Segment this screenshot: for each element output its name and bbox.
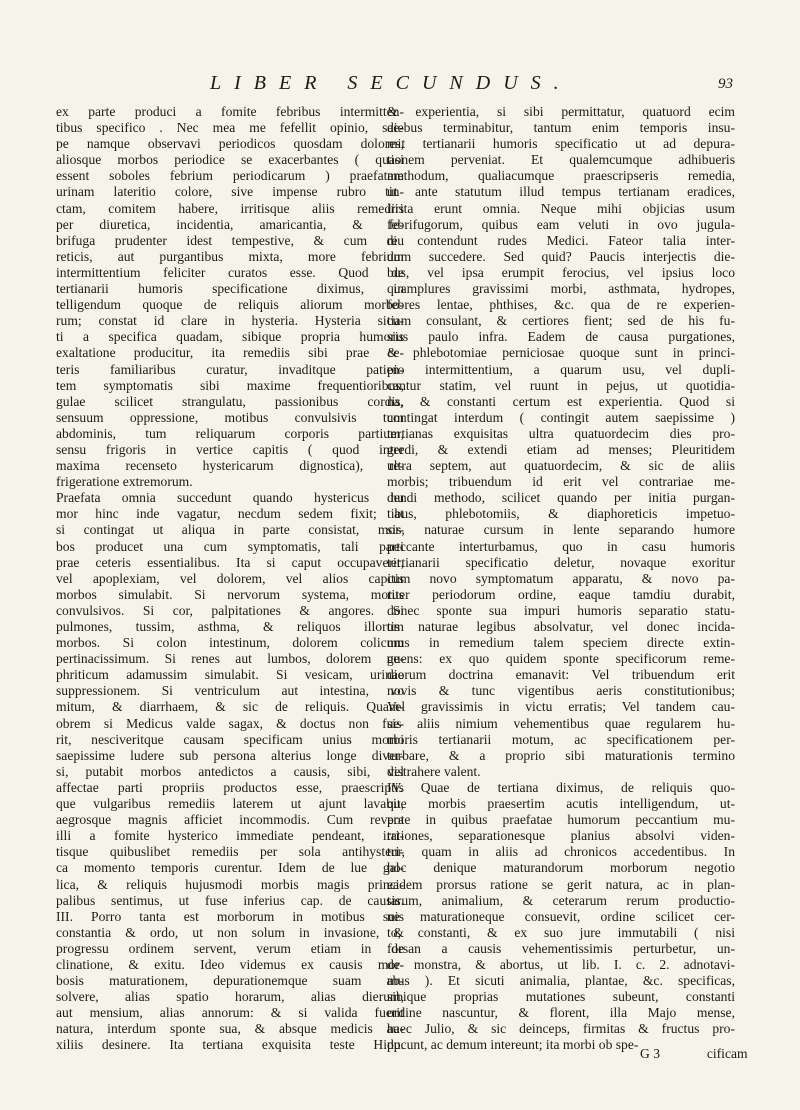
text-line: illi a fomite hysterico immediate pendeant, irri-: [56, 828, 404, 844]
text-line: que vulgaribus remediis laterem ut ajunt lavabit,: [56, 796, 404, 812]
page-number: 93: [718, 76, 733, 92]
text-line: saepissime ludere sub persona alterius longe diver-: [56, 747, 404, 763]
text-line: contingat interdum ( contingit autem saepissime ): [387, 409, 735, 425]
text-line: sis aliis nimium vehementibus quae regularem hu-: [387, 715, 735, 731]
text-line: III. Porro tanta est morborum in motibus suis: [56, 908, 404, 924]
text-line: bus, vel ipsa erumpit ferocius, vel ipsius loco: [387, 264, 735, 280]
text-line: peccante interturbamus, quo in casu humoris: [387, 538, 735, 554]
text-line: dum succedere. Sed quid? Paucis interjectis die-: [387, 248, 735, 264]
text-line: morbos. Si colon intestinum, dolorem colicum: [56, 635, 404, 651]
text-line: tiam consulant, & certiores fient; sed de his fu-: [387, 313, 735, 329]
text-line: xiliis desinere. Ita tertiana exquisita teste Hipp.: [56, 1037, 404, 1053]
text-line: sibique proprias mutationes subeunt, constanti: [387, 989, 735, 1005]
text-line: & phlebotomiae perniciosae quoque sunt in princi-: [387, 345, 735, 361]
text-line: riter periodorum ordine, eaque tamdiu durabit,: [387, 586, 735, 602]
text-line: convulsivos. Si cor, palpitationes & angores. Si: [56, 602, 404, 618]
text-line: aliosque morbos periodice se exacerbantes ( quasi: [56, 152, 404, 168]
text-line: reticis, aut purgantibus mixta, more febrium: [56, 248, 404, 264]
text-line: obrem si Medicus valde sagax, & doctus non fue-: [56, 715, 404, 731]
text-line: lica, & reliquis hujusmodi morbis magis princi-: [56, 876, 404, 892]
text-line: hoc denique maturandorum morborum negotio: [387, 860, 735, 876]
text-line: rum; constat id clare in hysteria. Hysteria sicu-: [56, 313, 404, 329]
text-line: Praefata omnia succedunt quando hystericus hu: [56, 490, 404, 506]
text-line: eadem prorsus ratione se gerit natura, ac in plan-: [387, 876, 735, 892]
text-line: sis, naturae cursum in lente separando humore: [387, 522, 735, 538]
text-line: tibus, phlebotomiis, & diaphoreticis impetuo-: [387, 506, 735, 522]
text-line: si contingat ut aliqua in parte consistat, mor-: [56, 522, 404, 538]
text-line: cum novo symptomatum apparatu, & novo pa-: [387, 570, 735, 586]
right-column: [387, 104, 735, 1054]
text-line: vel apoplexiam, vel dolorem, vel alios capitis: [56, 570, 404, 586]
text-line: aut mensium, alias annorum: & si valida fuerit: [56, 1005, 404, 1021]
text-line: constantia & ordo, ut non solum in invasione, &: [56, 924, 404, 940]
text-line: ti a specifica quadam, sibique propria humoris: [56, 329, 404, 345]
text-line: pulmones, tussim, asthma, & reliquos illorum: [56, 619, 404, 634]
running-head: [0, 72, 800, 102]
text-line: phriticum adamussim simulabit. Si vesicam, urinae: [56, 667, 404, 683]
text-line: per diuretica, incidentia, amaricantia, & fe-: [56, 216, 404, 232]
text-line: tionem perveniat. Et qualemcumque adhibueris: [387, 152, 735, 168]
text-line: natura, interdum sponte sua, & absque medicis au-: [56, 1021, 404, 1037]
text-line: diorum doctrina emanavit: Vel tribuendum erit: [387, 667, 735, 683]
text-line: exaltatione producitur, ita remediis sibi prae ce-: [56, 345, 404, 361]
text-line: methodum, qualiacumque praescripseris remedia,: [387, 168, 735, 184]
text-line: essent soboles febrium periodicarum ) praefatam: [56, 168, 404, 184]
text-line: to, constanti, & ex suo jure immutabili ( nisi: [387, 924, 735, 940]
catchword: cificam: [706, 1046, 748, 1061]
text-line: ne maturationeque consuevit, ordine scilicet cer-: [387, 908, 735, 924]
text-line: brifuga prudenter idest tempestive, & cum diu: [56, 232, 404, 248]
text-line: mor hinc inde vagatur, necdum sedem fixit; at: [56, 506, 404, 522]
text-line: donec sponte sua impuri humoris separatio statu-: [387, 602, 735, 618]
text-line: irrita erunt omnia. Neque mihi objicias usum: [387, 200, 735, 216]
text-line: abdominis, tum reliquarum corporis partium,: [56, 425, 404, 441]
text-line: haec Julio, & sic deinceps, firmitas & fructus pro-: [387, 1021, 735, 1037]
footer-line: [640, 1046, 748, 1062]
text-line: clinatione, & exitu. Ideo videmus ex causis mor-: [56, 956, 404, 972]
text-line: cantur statim, vel ruunt in pejus, ut quotidia-: [387, 377, 735, 393]
text-line: tertianas exquisitas ultra quatuordecim dies pro-: [387, 425, 735, 441]
text-line: aegrosque magnis afficiet incommodis. Cum revera: [56, 812, 404, 828]
text-line: morbis; tribuendum id erit vel contrariae me-: [387, 474, 735, 490]
text-line: mus in remedium talem speciem directe extin-: [387, 635, 735, 651]
text-line: sensuum oppressione, motibus convulsivis tum: [56, 409, 404, 425]
text-line: pio intermittentium, a quarum usu, vel dupli-: [387, 361, 735, 377]
text-line: febres lentae, phthises, &c. qua de re experien-: [387, 297, 735, 313]
text-line: solvere, alias spatio horarum, alias dierum,: [56, 989, 404, 1005]
text-line: quamplures gravissimi morbi, asthmata, hydropes,: [387, 281, 735, 297]
text-line: morbos simulabit. Si nervorum systema, motus: [56, 586, 404, 602]
text-line: gredi, & extendi etiam ad menses; Pleuritidem: [387, 441, 735, 457]
text-line: guens: ex quo quidem sponte specificorum reme-: [387, 651, 735, 667]
text-line: febrifugorum, quibus eam veluti in ovo jugula-: [387, 216, 735, 232]
text-line: gulae scilicet strangulatu, passionibus cordis,: [56, 393, 404, 409]
text-line: tertianarii humoris specificatione diximus, in: [56, 281, 404, 297]
text-line: novis & tunc vigentibus aeris constitutionibus;: [387, 683, 735, 699]
text-line: mitum, & diarrhaem, & sic de reliquis. Quam-: [56, 699, 404, 715]
text-line: moris tertianarii motum, ac specificationem per-: [387, 731, 735, 747]
text-line: sius paulo infra. Eadem de causa purgationes,: [387, 329, 735, 345]
text-line: ultra septem, aut quatuordecim, & sic de aliis: [387, 458, 735, 474]
text-line: intermittentium feliciter curatos esse. Quod de: [56, 264, 404, 280]
text-line: tur, quam in aliis ad chronicos accedentibus. In: [387, 844, 735, 860]
text-line: telligendum quoque de reliquis aliorum morbo-: [56, 297, 404, 313]
text-line: si, putabit morbos antedictos a causis, sibi, vel: [56, 763, 404, 779]
text-line: ordine nascuntur, & florent, illa Majo mense,: [387, 1005, 735, 1021]
text-line: affectae parti propriis productos esse, praescriptis: [56, 779, 404, 795]
text-line: frigeratione extremorum.: [56, 474, 193, 490]
text-line: & experientia, si sibi permittatur, quatuord ecim: [387, 104, 735, 119]
text-line: pote in quibus praefatae humorum peccantium mu-: [387, 812, 735, 828]
text-line: ctam, comitem habere, irritisque aliis remediis: [56, 200, 404, 216]
text-line: urinam lateritio colore, sive impense rubro tin-: [56, 184, 404, 200]
text-line: tem symptomatis sibi maxime frequentioribus,: [56, 377, 404, 393]
text-line: tationes, separationesque planius absolvi viden-: [387, 828, 735, 844]
text-line: tis naturae legibus absolvatur, vel donec incida-: [387, 619, 735, 634]
text-line: sensu frigoris in vertice capitis ( quod inter: [56, 441, 404, 457]
text-line: distrahere valent.: [387, 763, 481, 779]
text-line: IV. Quae de tertiana diximus, de reliquis quo-: [387, 779, 735, 795]
text-line: rit, nesciveritque causam specificam unius morbi: [56, 731, 404, 747]
text-line: mus ). Et sicuti animalia, plantae, &c. specificas,: [387, 973, 735, 989]
text-line: na, & constanti certum est experientia. Quod si: [387, 393, 735, 409]
text-line: diebus terminabitur, tantum enim temporis insu-: [387, 120, 735, 136]
text-line: ex parte produci a fomite febribus intermitten-: [56, 104, 404, 119]
text-line: tisque quibuslibet remediis per sola antihysteri-: [56, 844, 404, 860]
left-column: [56, 104, 404, 1054]
text-line: teris familiaribus curatur, invaditque patien-: [56, 361, 404, 377]
text-line: prae ceteris essentialibus. Ita si caput occupaverit,: [56, 554, 404, 570]
text-line: pertinacissimum. Si renes aut lumbos, dolorem ne-: [56, 651, 404, 667]
signature-mark: G 3: [640, 1046, 661, 1061]
text-line: mit tertianarii humoris specificatio ut ad depura-: [387, 136, 735, 152]
text-line: progressu ordinem servent, verum etiam in de: [56, 940, 404, 956]
text-line: ca momento temporis curentur. Idem de lue gal-: [56, 860, 404, 876]
text-line: suppressionem. Si ventriculum aut intestina, vo: [56, 683, 404, 699]
text-line: Vel gravissimis in victu erratis; Vel tandem cau-: [387, 699, 735, 715]
text-line: tibus specifico . Nec mea me fefellit opinio, sae-: [56, 120, 404, 136]
text-line: palibus sentimus, ut fuse inferius cap. de causis.: [56, 892, 404, 908]
text-line: tarum, animalium, & ceterarum rerum productio-: [387, 892, 735, 908]
text-line: dendi methodo, scilicet quando per initia purgan-: [387, 490, 735, 506]
running-head-title: LIBER SECUNDUS.: [210, 72, 572, 94]
text-line: turbare, & a proprio sibi maturationis termino: [387, 747, 735, 763]
text-line: ducunt, ac demum intereunt; ita morbi ob spe-: [387, 1037, 639, 1053]
text-line: maxima recensetο hystericarum dignostica), re-: [56, 458, 404, 474]
text-line: bos producet una cum symptomatis, tali parti: [56, 538, 404, 554]
text-line: ut ante statutum illud tempus tertianam eradices,: [387, 184, 735, 200]
text-line: de monstra, & abortus, ut lib. I. c. 2. adnotavi-: [387, 956, 735, 972]
text-line: bosis maturationem, depurationemque suam ab-: [56, 973, 404, 989]
text-line: re contendunt rudes Medici. Fateor talia inter-: [387, 232, 735, 248]
text-line: que morbis praesertim acutis intelligendum, ut-: [387, 796, 735, 812]
text-line: tertianarii specificatio deletur, novaque exoritur: [387, 554, 735, 570]
text-line: forsan a causis vehementissimis perturbetur, un-: [387, 940, 735, 956]
text-line: pe namque observavi periodicos quosdam dolores,: [56, 136, 404, 152]
